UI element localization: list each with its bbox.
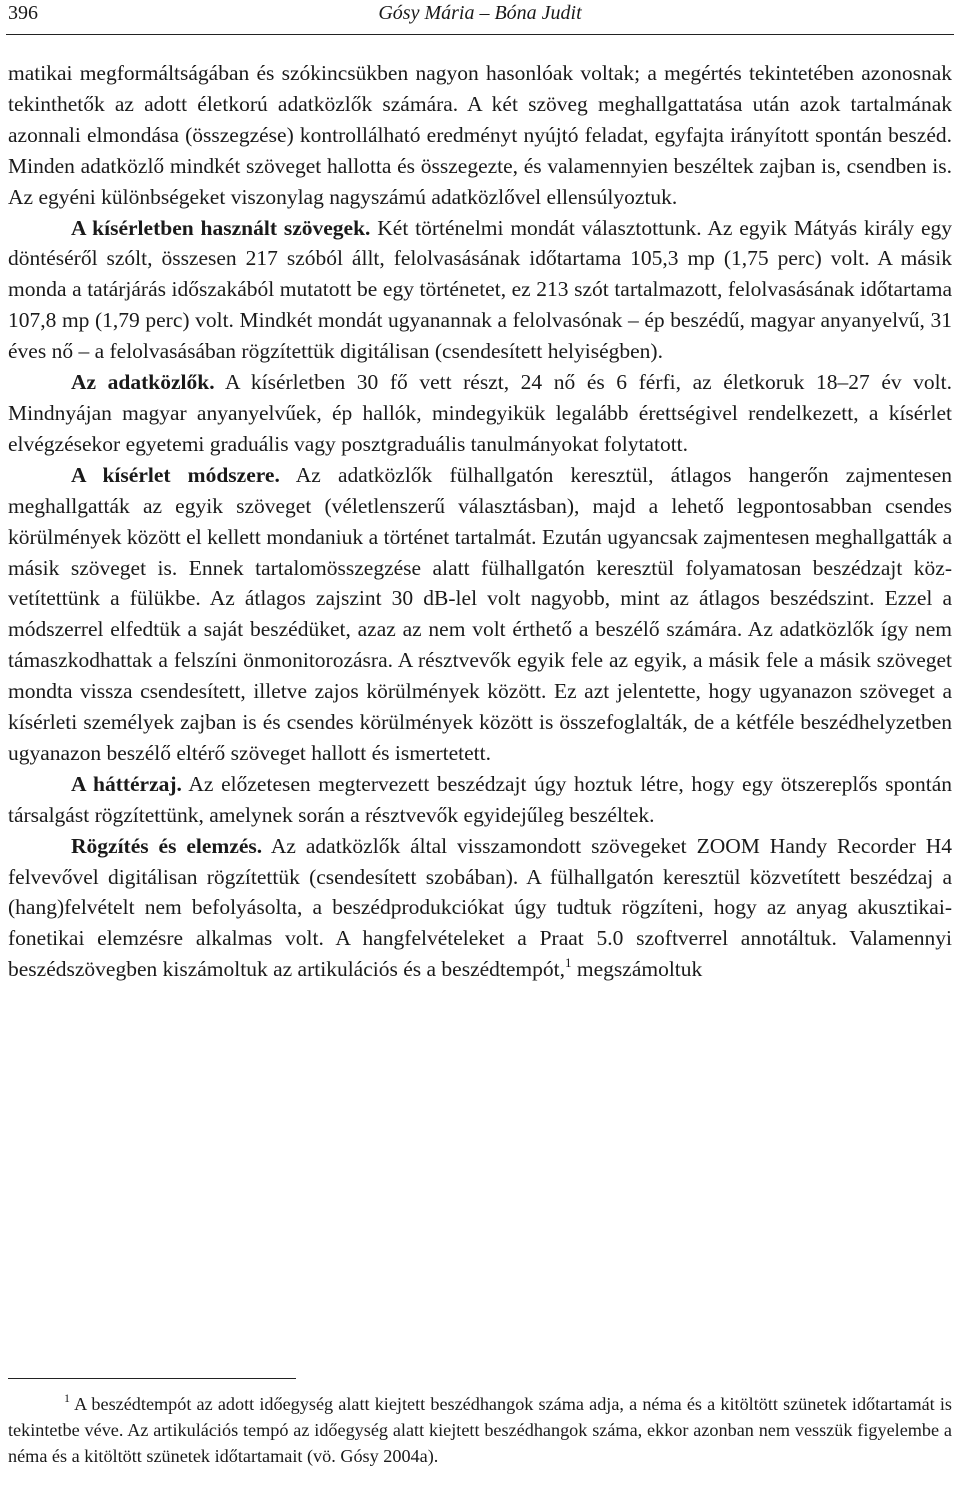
footnote: [8, 1392, 952, 1469]
footnote-text: A beszédtempót az adott időegység alatt kiejtett beszédhangok száma adja, a néma és a kitöltött szünetek időtartamát is tekintetbe véve. Az artikulációs tempó az időegység alatt kiejtett beszédhangok száma, ekkor azonban nem vesszük figyelembe a néma és a kitöltött szünetek időtartamait (vö. Gósy 2004a).: [8, 1394, 952, 1466]
paragraph-heading: Az adatközlők.: [71, 370, 215, 395]
paragraph-heading: Rögzítés és elemzés.: [71, 833, 263, 858]
paragraph-text: Két történelmi mondát választottunk. Az egyik Mátyás király egy döntéséről szólt, összesen 217 szóból állt, felolvasásának időtartama 105,3 mp (1,75 perc) volt. A másik monda a tatárjárás időszakából mutatott be egy történetet, ez 213 szót tartalmazott, felolvasásának időtartama 107,8 mp (1,79 perc) volt. Mindkét mondát ugyanannak a felolvasónak – ép beszédű, magyar anyanyelvű, 31 éves nő – a felolvasásában rögzítettük digitálisan (csendesített helyiségben).: [8, 215, 952, 364]
paragraph-heading: A kísérletben használt szövegek.: [71, 215, 371, 240]
footnote-reference[interactable]: 1: [565, 955, 572, 971]
paragraph-text: Az adatközlők által visszamondott szövegeket ZOOM Handy Recorder H4 felvevővel digitálisan rögzítettük (csendesített szobában). A fülhallgatón keresztül közvetített beszédzaj a (hang)felvételt nem befolyásolta, a beszédprodukciókat úgy tudtuk rögzíteni, hogy az anyag akusztikai-fonetikai elemzésre alkalmas volt. A hangfelvételeket a Praat 5.0 szoftverrel annotáltuk. Valamennyi beszédszövegben kiszámoltuk az artikulációs és a beszédtempót,: [8, 833, 953, 982]
paragraph-continuation: [8, 58, 952, 213]
paragraph-method: [8, 460, 952, 769]
paragraph-text: Az adatközlők fülhallgatón keresztül, átlagos hangerőn zajmentesen meghallgatták az egyik szöveget (véletlenszerű választásban), majd a lehető legpontosabban csendes körülmények között el kellett mondaniuk a történet tartalmát. Ezután ugyancsak zajmentesen meghallgatták a másik szöveget is. Ennek tartalomösszegzése alatt fülhallgatón keresztül folyamatosan beszédzajt közvetítettünk a fülükbe. Az átlagos zajszint 30 dB-lel volt nagyobb, mint az átlagos beszédszint. Ezzel a módszerrel elfedtük a saját beszédüket, azaz az nem volt érthető a beszélő számára. Az adatközlők így nem támaszkodhattak a felszíni önmonitorozásra. A résztvevők egyik fele az egyik, a másik fele a másik szöveget mondta vissza csendesített, illetve zajos körülmények között. Ez azt jelentette, hogy ugyanazon szöveget a kísérleti személyek zajban is és csendes körülmények között is összefoglalták, de a kétféle beszédhelyzetben ugyanazon beszélő eltérő szöveget hallott és ismertetett.: [8, 462, 953, 765]
paragraph-texts: [8, 213, 952, 368]
running-title: Gósy Mária – Bóna Judit: [378, 2, 582, 24]
paragraph-text-tail: megszámoltuk: [571, 957, 703, 982]
paragraph-text: A kísérletben 30 fő vett részt, 24 nő és 6 férfi, az életkoruk 18–27 év volt. Mindnyájan magyar anyanyelvűek, ép hallók, mindegyikük legalább érettségivel rendelkezett, a kísérlet elvégzésekor egyetemi graduális vagy posztgraduális tanulmányokat folytatott.: [8, 370, 953, 456]
footnote-paragraph: [8, 1392, 952, 1469]
paragraph-heading: A kísérlet módszere.: [71, 462, 280, 487]
footnote-rule: [8, 1378, 296, 1379]
page-header: [0, 0, 960, 34]
paragraph-text: matikai megformáltságában és szókincsükben nagyon hasonlóak voltak; a megértés tekintetében azonosnak tekinthetők az adott életkorú adatközlők számára. A két szöveg meghallgattatása után azok tartalmának azonnali elmondása (összegzése) kontrollálható eredményt nyújtó feladat, egyfajta irányított spontán beszéd. Minden adatközlő mindkét szöveget hallotta és összegezte, és valamennyien beszéltek zajban is, csendben is. Az egyéni különbségeket viszonylag nagyszámú adatközlővel ellensúlyoztuk.: [8, 61, 952, 209]
header-rule: [6, 34, 954, 35]
paragraph-text: Az előzetesen megtervezett beszédzajt úgy hoztuk létre, hogy egy ötszereplős spontán társalgást rögzítettünk, amelynek során a résztvevők egyidejűleg beszéltek.: [8, 771, 953, 827]
paragraph-heading: A háttérzaj.: [71, 771, 182, 796]
page-number: 396: [8, 2, 38, 24]
paragraph-participants: [8, 367, 952, 460]
body-text: [8, 58, 952, 985]
paragraph-background-noise: [8, 769, 952, 831]
footnote-marker: 1: [64, 1391, 70, 1405]
paragraph-recording: [8, 831, 952, 986]
